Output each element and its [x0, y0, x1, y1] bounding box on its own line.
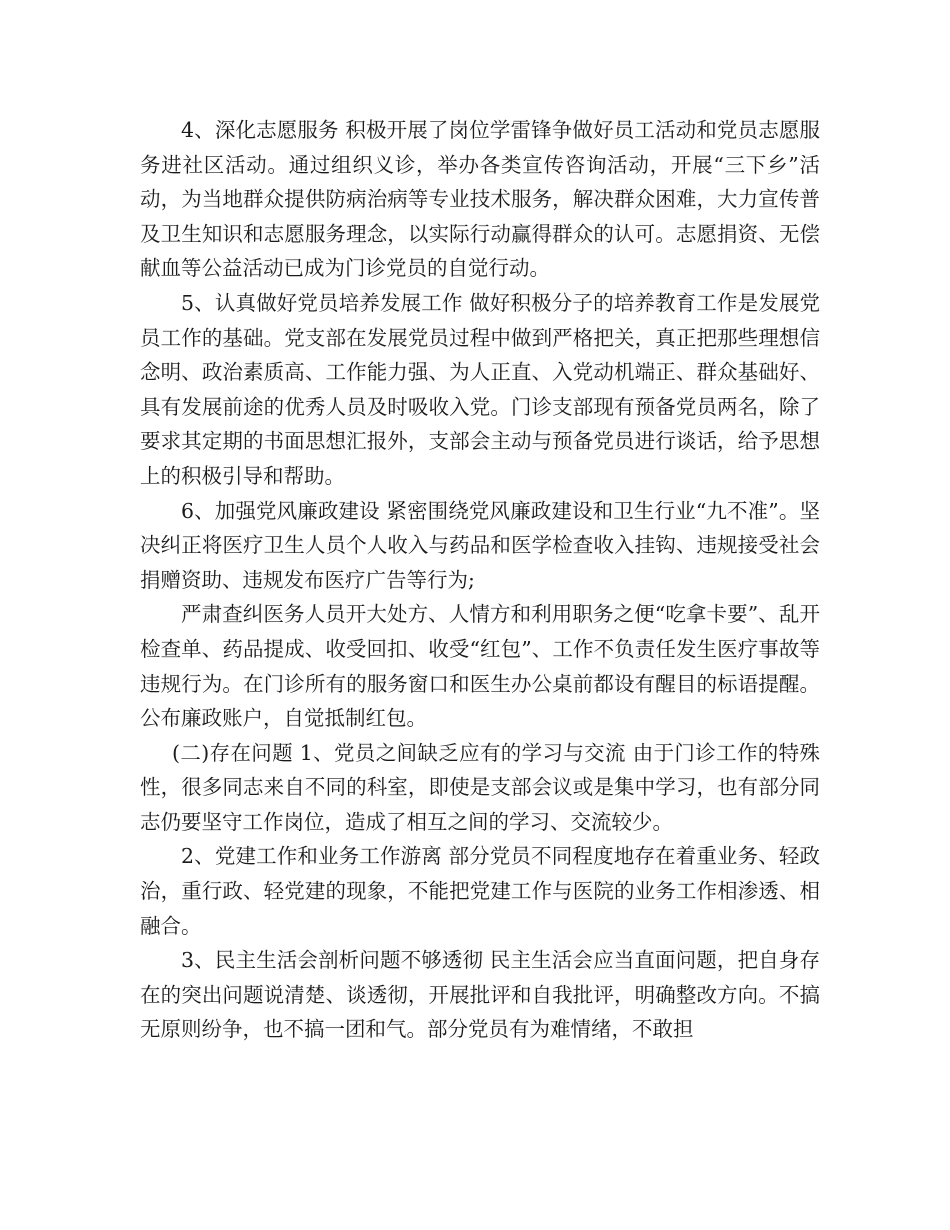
- paragraph-member-development: 5、认真做好党员培养发展工作 做好积极分子的培养教育工作是发展党员工作的基础。党支部在发展党员过程中做到严格把关，真正把那些理想信念明、政治素质高、工作能力强、为人正直、入党动机端正、群众基础好、具有发展前途的优秀人员及时吸收入党。门诊支部现有预备党员两名，除了要求其定期的书面思想汇报外，支部会主动与预备党员进行谈话，给予思想上的积极引导和帮助。: [140, 290, 820, 488]
- paragraph-democratic-life-meeting: 3、民主生活会剖析问题不够透彻 民主生活会应当直面问题，把自身存在的突出问题说清楚、谈透彻，开展批评和自我批评，明确整改方向。不搞无原则纷争，也不搞一团和气。部分党员有为难情绪，不敢担: [140, 948, 820, 1042]
- paragraph-existing-problems: (二)存在问题 1、党员之间缺乏应有的学习与交流 由于门诊工作的特殊性，很多同志来自不同的科室，即使是支部会议或是集中学习，也有部分同志仍要坚守工作岗位，造成了相互之间的学习、交流较少。: [140, 740, 820, 834]
- document-body: [140, 113, 820, 1047]
- paragraph-misconduct-correction: 严肃查纠医务人员开大处方、人情方和利用职务之便“吃拿卡要”、乱开检查单、药品提成、收受回扣、收受“红包”、工作不负责任发生医疗事故等违规行为。在门诊所有的服务窗口和医生办公桌前都设有醒目的标语提醒。公布廉政账户，自觉抵制红包。: [140, 602, 820, 731]
- paragraph-integrity-building: 6、加强党风廉政建设 紧密围绕党风廉政建设和卫生行业“九不准”。坚决纠正将医疗卫生人员个人收入与药品和医学检查收入挂钩、违规接受社会捐赠资助、违规发布医疗广告等行为;: [140, 498, 820, 592]
- paragraph-volunteer-service: 4、深化志愿服务 积极开展了岗位学雷锋争做好员工活动和党员志愿服务进社区活动。通过组织义诊，举办各类宣传咨询活动，开展“三下乡”活动，为当地群众提供防病治病等专业技术服务，解决群众困难，大力宣传普及卫生知识和志愿服务理念，以实际行动赢得群众的认可。志愿捐资、无偿献血等公益活动已成为门诊党员的自觉行动。: [140, 118, 820, 281]
- paragraph-work-separation: 2、党建工作和业务工作游离 部分党员不同程度地存在着重业务、轻政治，重行政、轻党建的现象，不能把党建工作与医院的业务工作相渗透、相融合。: [140, 844, 820, 938]
